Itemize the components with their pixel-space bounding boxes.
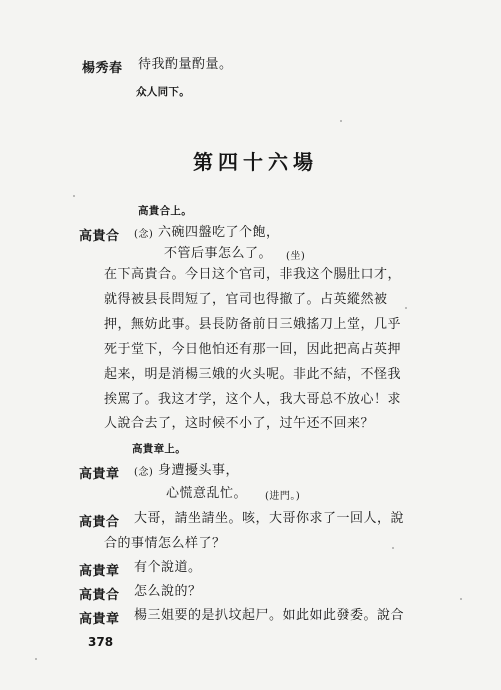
scan-speck — [392, 547, 394, 549]
stage-direction: 高貴合上。 — [138, 205, 192, 217]
stage-direction: 高貴章上。 — [132, 443, 186, 455]
scan-speck — [35, 658, 37, 660]
stage-note: (进門。) — [265, 491, 301, 502]
verse-line: 不管后事怎么了。 — [164, 246, 273, 261]
speaker-gao-guizhang: 高貴章 — [79, 467, 120, 482]
recite-marker: (念) — [134, 229, 154, 240]
stage-direction: 众人同下。 — [136, 86, 190, 98]
scene-title: 第四十六場 — [193, 150, 318, 174]
recite-marker: (念) — [134, 467, 154, 478]
speaker-gao-guihe: 高貴合 — [79, 588, 120, 603]
speaker-gao-guihe: 高貴合 — [79, 229, 120, 244]
page-number: 378 — [88, 635, 114, 649]
prose-line: 死于堂下，今日他怕还有那一回，因此把高占英押 — [104, 342, 402, 357]
prose-line: 人說合去了，这时候不小了，过午还不回来？ — [104, 416, 375, 431]
prose-line: 在下高貴合。今日这个官司，非我这个腸肚口才， — [104, 267, 402, 282]
scan-speck — [405, 307, 407, 309]
speaker-gao-guizhang: 高貴章 — [79, 564, 120, 579]
prose-line: 挨罵了。我这才学，这个人，我大哥总不放心！求 — [104, 392, 402, 407]
dialogue-line: 合的事情怎么样了？ — [104, 536, 226, 551]
prose-line: 起来，明是消楊三娥的火头呢。非此不結，不怪我 — [104, 367, 402, 382]
scan-speck — [460, 598, 462, 600]
dialogue-line: 大哥，請坐請坐。咳，大哥你求了一回人，說 — [134, 511, 405, 526]
dialogue-line: 怎么說的？ — [134, 584, 202, 599]
verse-line: 心慌意乱忙。 — [166, 486, 248, 501]
dialogue-line: 有个說道。 — [134, 560, 202, 575]
speaker-yang-xiuchun: 楊秀春 — [82, 61, 123, 76]
stage-note: (坐) — [286, 251, 306, 262]
speaker-gao-guihe: 高貴合 — [79, 515, 120, 530]
prose-line: 就得被县長問短了，官司也得撤了。占英縱然被 — [104, 292, 388, 307]
scan-speck — [73, 195, 75, 197]
speaker-gao-guizhang: 高貴章 — [79, 612, 120, 627]
prose-line: 押，無妨此事。县長防备前日三娥搖刀上堂，几乎 — [104, 317, 402, 332]
dialogue-line: 楊三姐要的是扒坟起尸。如此如此發委。說合 — [134, 608, 405, 623]
dialogue-line: 待我酌量酌量。 — [138, 57, 233, 72]
verse-line: 身遭擾头事， — [158, 463, 240, 478]
verse-line: 六碗四盤吃了个飽， — [158, 225, 280, 240]
scan-speck — [340, 120, 342, 122]
